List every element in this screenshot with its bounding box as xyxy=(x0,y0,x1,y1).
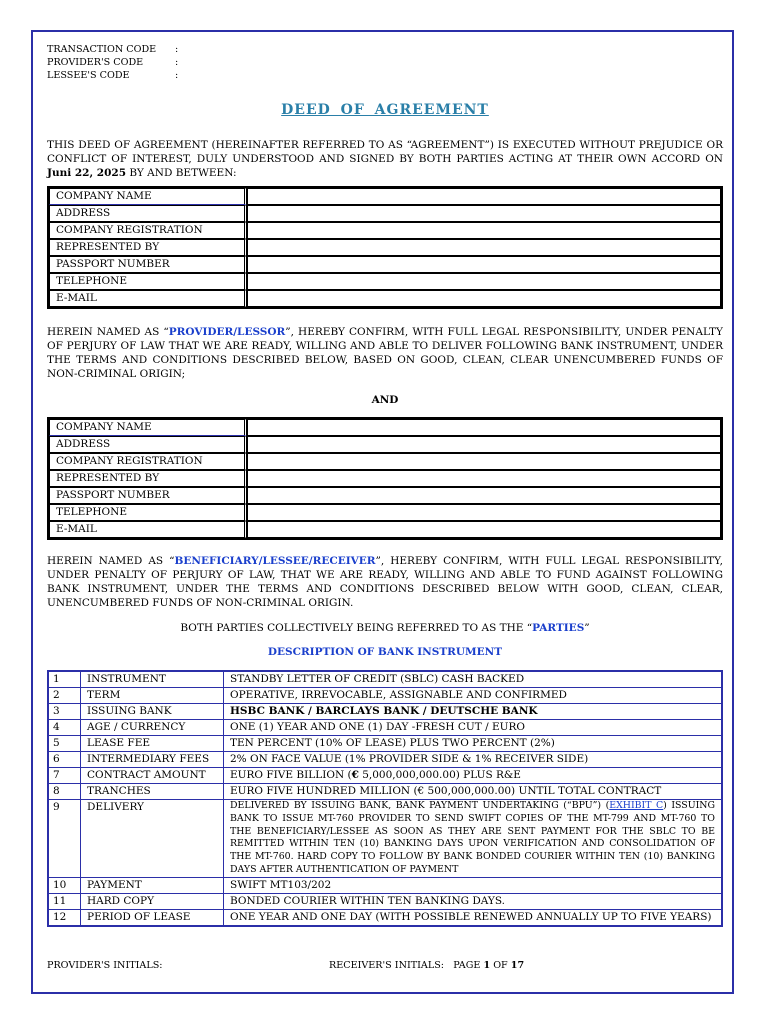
table-row: PASSPORT NUMBER xyxy=(49,256,721,273)
provider-initials-label: PROVIDER'S INITIALS: xyxy=(47,960,163,971)
table-row: 1 INSTRUMENT STANDBY LETTER OF CREDIT (SBLC) CASH BACKED xyxy=(48,671,722,688)
receiver-initials-and-page: RECEIVER'S INITIALS: PAGE 1 OF 17 xyxy=(329,960,525,971)
provider-address-field[interactable] xyxy=(247,205,721,222)
exhibit-c-link[interactable]: EXHIBIT C xyxy=(609,800,664,811)
provider-role: PROVIDER/LESSOR xyxy=(168,326,286,338)
provider-telephone-field[interactable] xyxy=(247,273,721,290)
provider-represented-field[interactable] xyxy=(247,239,721,256)
table-row: COMPANY REGISTRATION xyxy=(49,222,721,239)
code-row: TRANSACTION CODE : xyxy=(47,44,179,55)
table-row: ADDRESS xyxy=(49,436,721,453)
table-row: TELEPHONE xyxy=(49,504,721,521)
table-row: TELEPHONE xyxy=(49,273,721,290)
table-row: COMPANY REGISTRATION xyxy=(49,453,721,470)
parties-line: BOTH PARTIES COLLECTIVELY BEING REFERRED TO AS THE “PARTIES” xyxy=(180,622,590,634)
provider-email-field[interactable] xyxy=(247,290,721,307)
beneficiary-telephone-field[interactable] xyxy=(247,504,721,521)
table-row: 6 INTERMEDIARY FEES 2% ON FACE VALUE (1% PROVIDER SIDE & 1% RECEIVER SIDE) xyxy=(48,752,722,768)
intro-paragraph: THIS DEED OF AGREEMENT (HEREINAFTER REFERRED TO AS “AGREEMENT”) IS EXECUTED WITHOUT PREJUDICE OR CONFLICT OF INTEREST, DULY UNDERSTOOD AND SIGNED BY BOTH PARTIES ACTING AT THEIR OWN ACCORD ON Juni 22, 2025 BY AND BETWEEN: xyxy=(47,139,723,179)
table-row: 10 PAYMENT SWIFT MT103/202 xyxy=(48,877,722,893)
table-row: E-MAIL xyxy=(49,290,721,307)
provider-company-name-field[interactable] xyxy=(247,188,721,205)
provider-registration-field[interactable] xyxy=(247,222,721,239)
beneficiary-address-field[interactable] xyxy=(247,436,721,453)
bank-heading: DESCRIPTION OF BANK INSTRUMENT xyxy=(267,646,503,658)
table-row: 9 DELIVERY DELIVERED BY ISSUING BANK, BANK PAYMENT UNDERTAKING (“BPU”) (EXHIBIT C) ISSUING BANK TO ISSUE MT-760 PROVIDER TO SEND SWIFT COPIES OF THE MT-799 AND MT-760 TO THE BENEFICIARY/LESSEE AS SOON AS THEY ARE SENT PAYMENT FOR THE SBLC TO BE REMITTED WITHIN TEN (10) BANKING DAYS UPON VERIFICATION AND CONSOLIDATION OF THE MT-760. HARD COPY TO FOLLOW BY BANK BONDED COURIER WITHIN TEN (10) BANKING DAYS AFTER AUTHENTICATION OF PAYMENT xyxy=(48,800,722,878)
table-row: PASSPORT NUMBER xyxy=(49,487,721,504)
table-row: 8 TRANCHES EURO FIVE HUNDRED MILLION (€ 500,000,000.00) UNTIL TOTAL CONTRACT xyxy=(48,784,722,800)
table-row: REPRESENTED BY xyxy=(49,470,721,487)
beneficiary-company-name-field[interactable] xyxy=(247,419,721,436)
document-title: DEED OF AGREEMENT xyxy=(281,102,489,118)
table-row: 7 CONTRACT AMOUNT EURO FIVE BILLION (€ 5,000,000,000.00) PLUS R&E xyxy=(48,768,722,784)
table-row: ADDRESS xyxy=(49,205,721,222)
and-label: AND xyxy=(371,394,399,406)
table-row: 4 AGE / CURRENCY ONE (1) YEAR AND ONE (1) DAY -FRESH CUT / EURO xyxy=(48,720,722,736)
provider-table xyxy=(47,186,723,309)
beneficiary-table xyxy=(47,417,723,540)
agreement-date: Juni 22, 2025 xyxy=(47,167,127,179)
beneficiary-represented-field[interactable] xyxy=(247,470,721,487)
table-row: 2 TERM OPERATIVE, IRREVOCABLE, ASSIGNABLE AND CONFIRMED xyxy=(48,688,722,704)
provider-paragraph: HEREIN NAMED AS “PROVIDER/LESSOR”, HEREBY CONFIRM, WITH FULL LEGAL RESPONSIBILITY, UNDER PENALTY OF PERJURY OF LAW THAT WE ARE READY, WILLING AND ABLE TO DELIVER FOLLOWING BANK INSTRUMENT, UNDER THE TERMS AND CONDITIONS DESCRIBED BELOW, BASED ON GOOD, CLEAN, CLEAR UNENCUMBERED FUNDS OF NON-CRIMINAL ORIGIN; xyxy=(47,326,723,380)
table-row: REPRESENTED BY xyxy=(49,239,721,256)
document-page xyxy=(47,43,723,927)
code-row: PROVIDER'S CODE : xyxy=(47,57,179,68)
table-row: COMPANY NAME xyxy=(49,419,721,436)
beneficiary-paragraph: HEREIN NAMED AS “BENEFICIARY/LESSEE/RECEIVER”, HEREBY CONFIRM, WITH FULL LEGAL RESPONSIBILITY, UNDER PENALTY OF PERJURY OF LAW, THAT WE ARE READY, WILLING AND ABLE TO FUND AGAINST FOLLOWING BANK INSTRUMENT, UNDER THE TERMS AND CONDITIONS DESCRIBED BELOW WITH GOOD, CLEAN, CLEAR, UNENCUMBERED FUNDS OF NON-CRIMINAL ORIGIN. xyxy=(47,555,723,609)
table-row: E-MAIL xyxy=(49,521,721,538)
table-row: COMPANY NAME xyxy=(49,188,721,205)
beneficiary-email-field[interactable] xyxy=(247,521,721,538)
table-row: 5 LEASE FEE TEN PERCENT (10% OF LEASE) PLUS TWO PERCENT (2%) xyxy=(48,736,722,752)
codes-block xyxy=(47,43,723,82)
table-row: 12 PERIOD OF LEASE ONE YEAR AND ONE DAY (WITH POSSIBLE RENEWED ANNUALLY UP TO FIVE YEARS) xyxy=(48,909,722,926)
beneficiary-passport-field[interactable] xyxy=(247,487,721,504)
table-row: 11 HARD COPY BONDED COURIER WITHIN TEN BANKING DAYS. xyxy=(48,893,722,909)
table-row: 3 ISSUING BANK HSBC BANK / BARCLAYS BANK / DEUTSCHE BANK xyxy=(48,704,722,720)
code-row: LESSEE'S CODE : xyxy=(47,70,179,81)
beneficiary-role: BENEFICIARY/LESSEE/RECEIVER xyxy=(174,555,376,567)
beneficiary-registration-field[interactable] xyxy=(247,453,721,470)
provider-passport-field[interactable] xyxy=(247,256,721,273)
bank-instrument-table xyxy=(47,670,723,927)
